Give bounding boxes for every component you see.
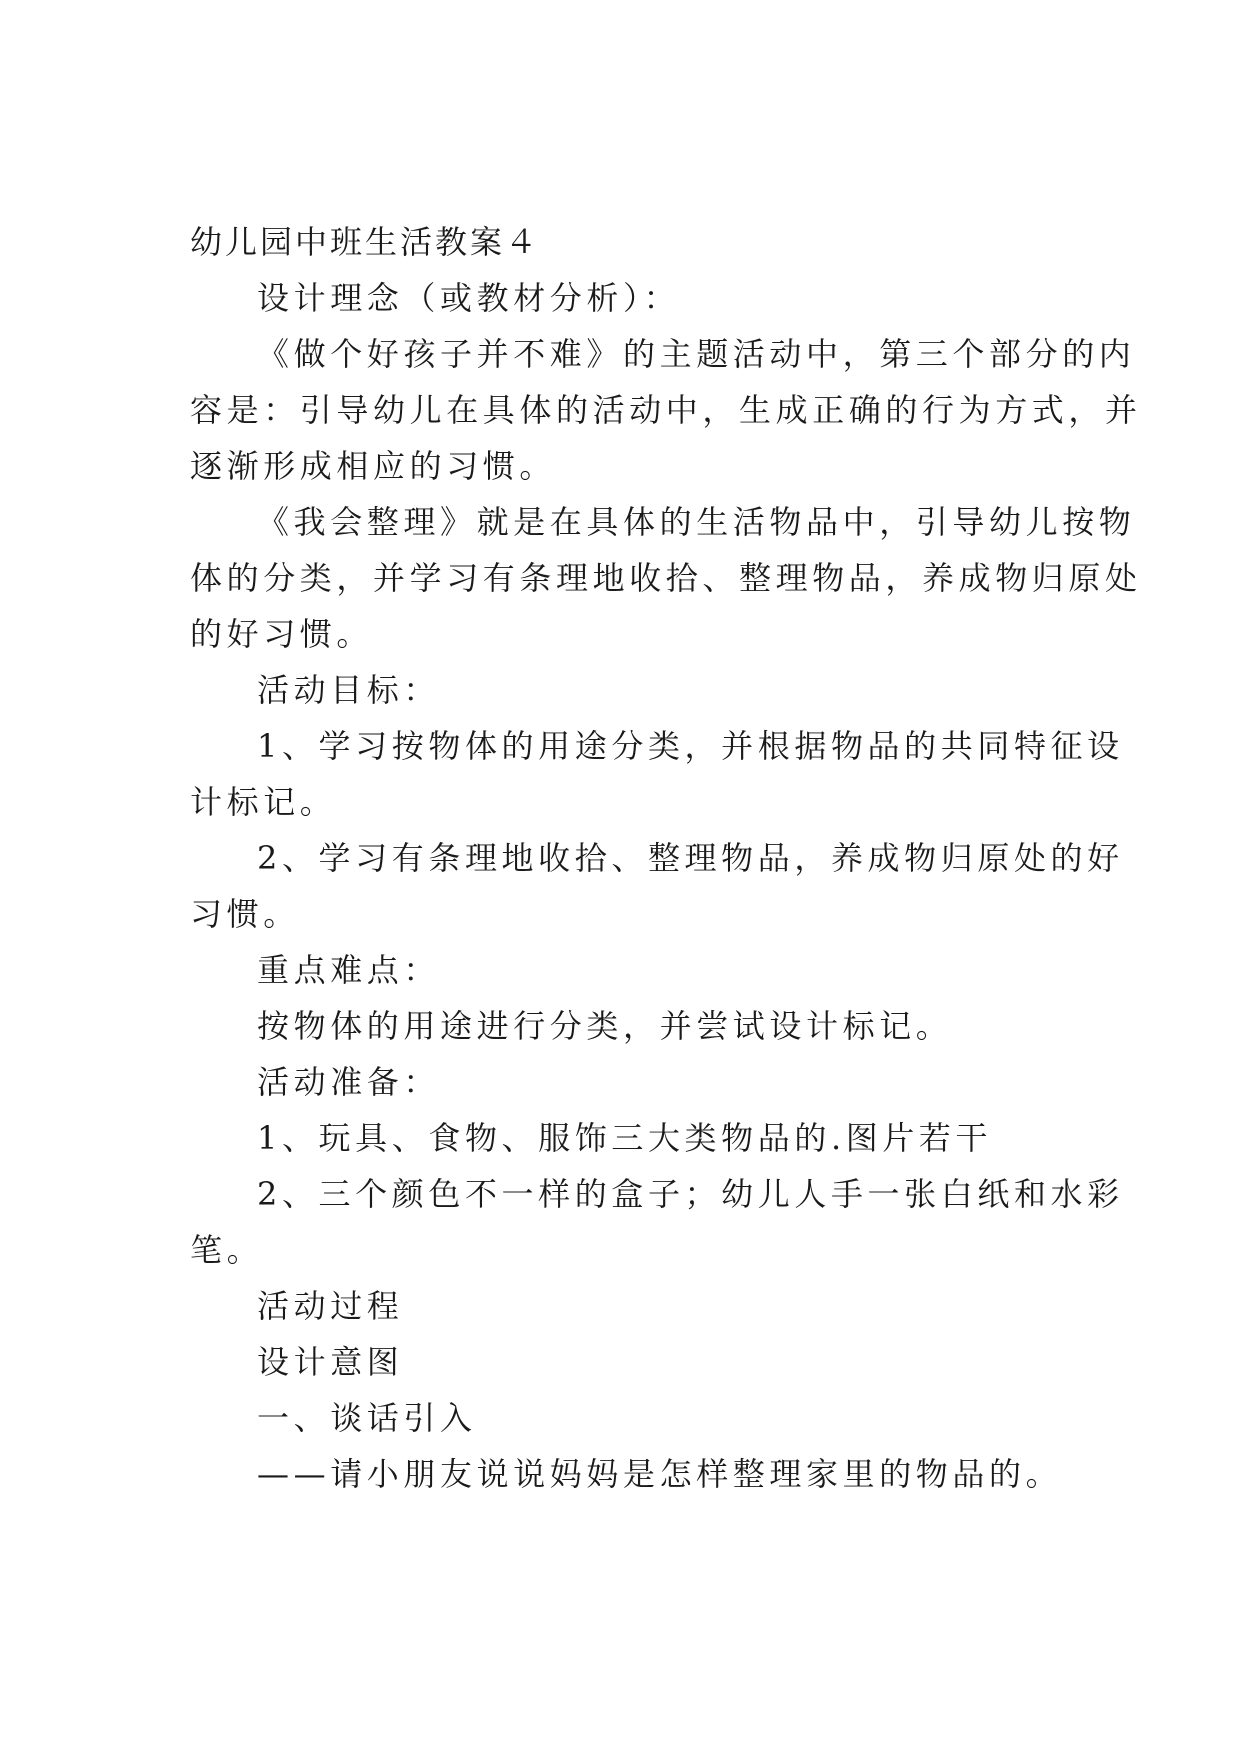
- paragraph-line: 的好习惯。: [190, 615, 374, 653]
- list-item-line: 1、玩具、食物、服饰三大类物品的.图片若干: [257, 1119, 993, 1157]
- section-heading-design-intent: 设计意图: [257, 1343, 404, 1381]
- list-item-line: 笔。: [190, 1231, 264, 1269]
- section-heading-introduction: 一、谈话引入: [257, 1399, 477, 1437]
- list-item-line: 1、学习按物体的用途分类，并根据物品的共同特征设: [257, 727, 1124, 765]
- paragraph-line: 容是：引导幼儿在具体的活动中，生成正确的行为方式，并: [190, 391, 1142, 429]
- list-item-line: 习惯。: [190, 895, 300, 933]
- section-heading-design-concept: 设计理念（或教材分析）：: [257, 279, 681, 317]
- section-heading-process: 活动过程: [257, 1287, 404, 1325]
- list-item-line: 2、学习有条理地收拾、整理物品，养成物归原处的好: [257, 839, 1124, 877]
- list-item-line: 计标记。: [190, 783, 337, 821]
- section-heading-preparation: 活动准备：: [257, 1063, 441, 1101]
- paragraph-line: 体的分类，并学习有条理地收拾、整理物品，养成物归原处: [190, 559, 1142, 597]
- paragraph-line: 逐渐形成相应的习惯。: [190, 447, 557, 485]
- paragraph-line: 按物体的用途进行分类，并尝试设计标记。: [257, 1007, 953, 1045]
- section-heading-key-points: 重点难点：: [257, 951, 441, 989]
- paragraph-line: 《我会整理》就是在具体的生活物品中，引导幼儿按物: [257, 503, 1136, 541]
- section-heading-activity-goals: 活动目标：: [257, 671, 441, 709]
- paragraph-line: ——请小朋友说说妈妈是怎样整理家里的物品的。: [257, 1455, 1063, 1493]
- paragraph-line: 《做个好孩子并不难》的主题活动中，第三个部分的内: [257, 335, 1136, 373]
- document-title: 幼儿园中班生活教案４: [190, 223, 541, 261]
- list-item-line: 2、三个颜色不一样的盒子；幼儿人手一张白纸和水彩: [257, 1175, 1124, 1213]
